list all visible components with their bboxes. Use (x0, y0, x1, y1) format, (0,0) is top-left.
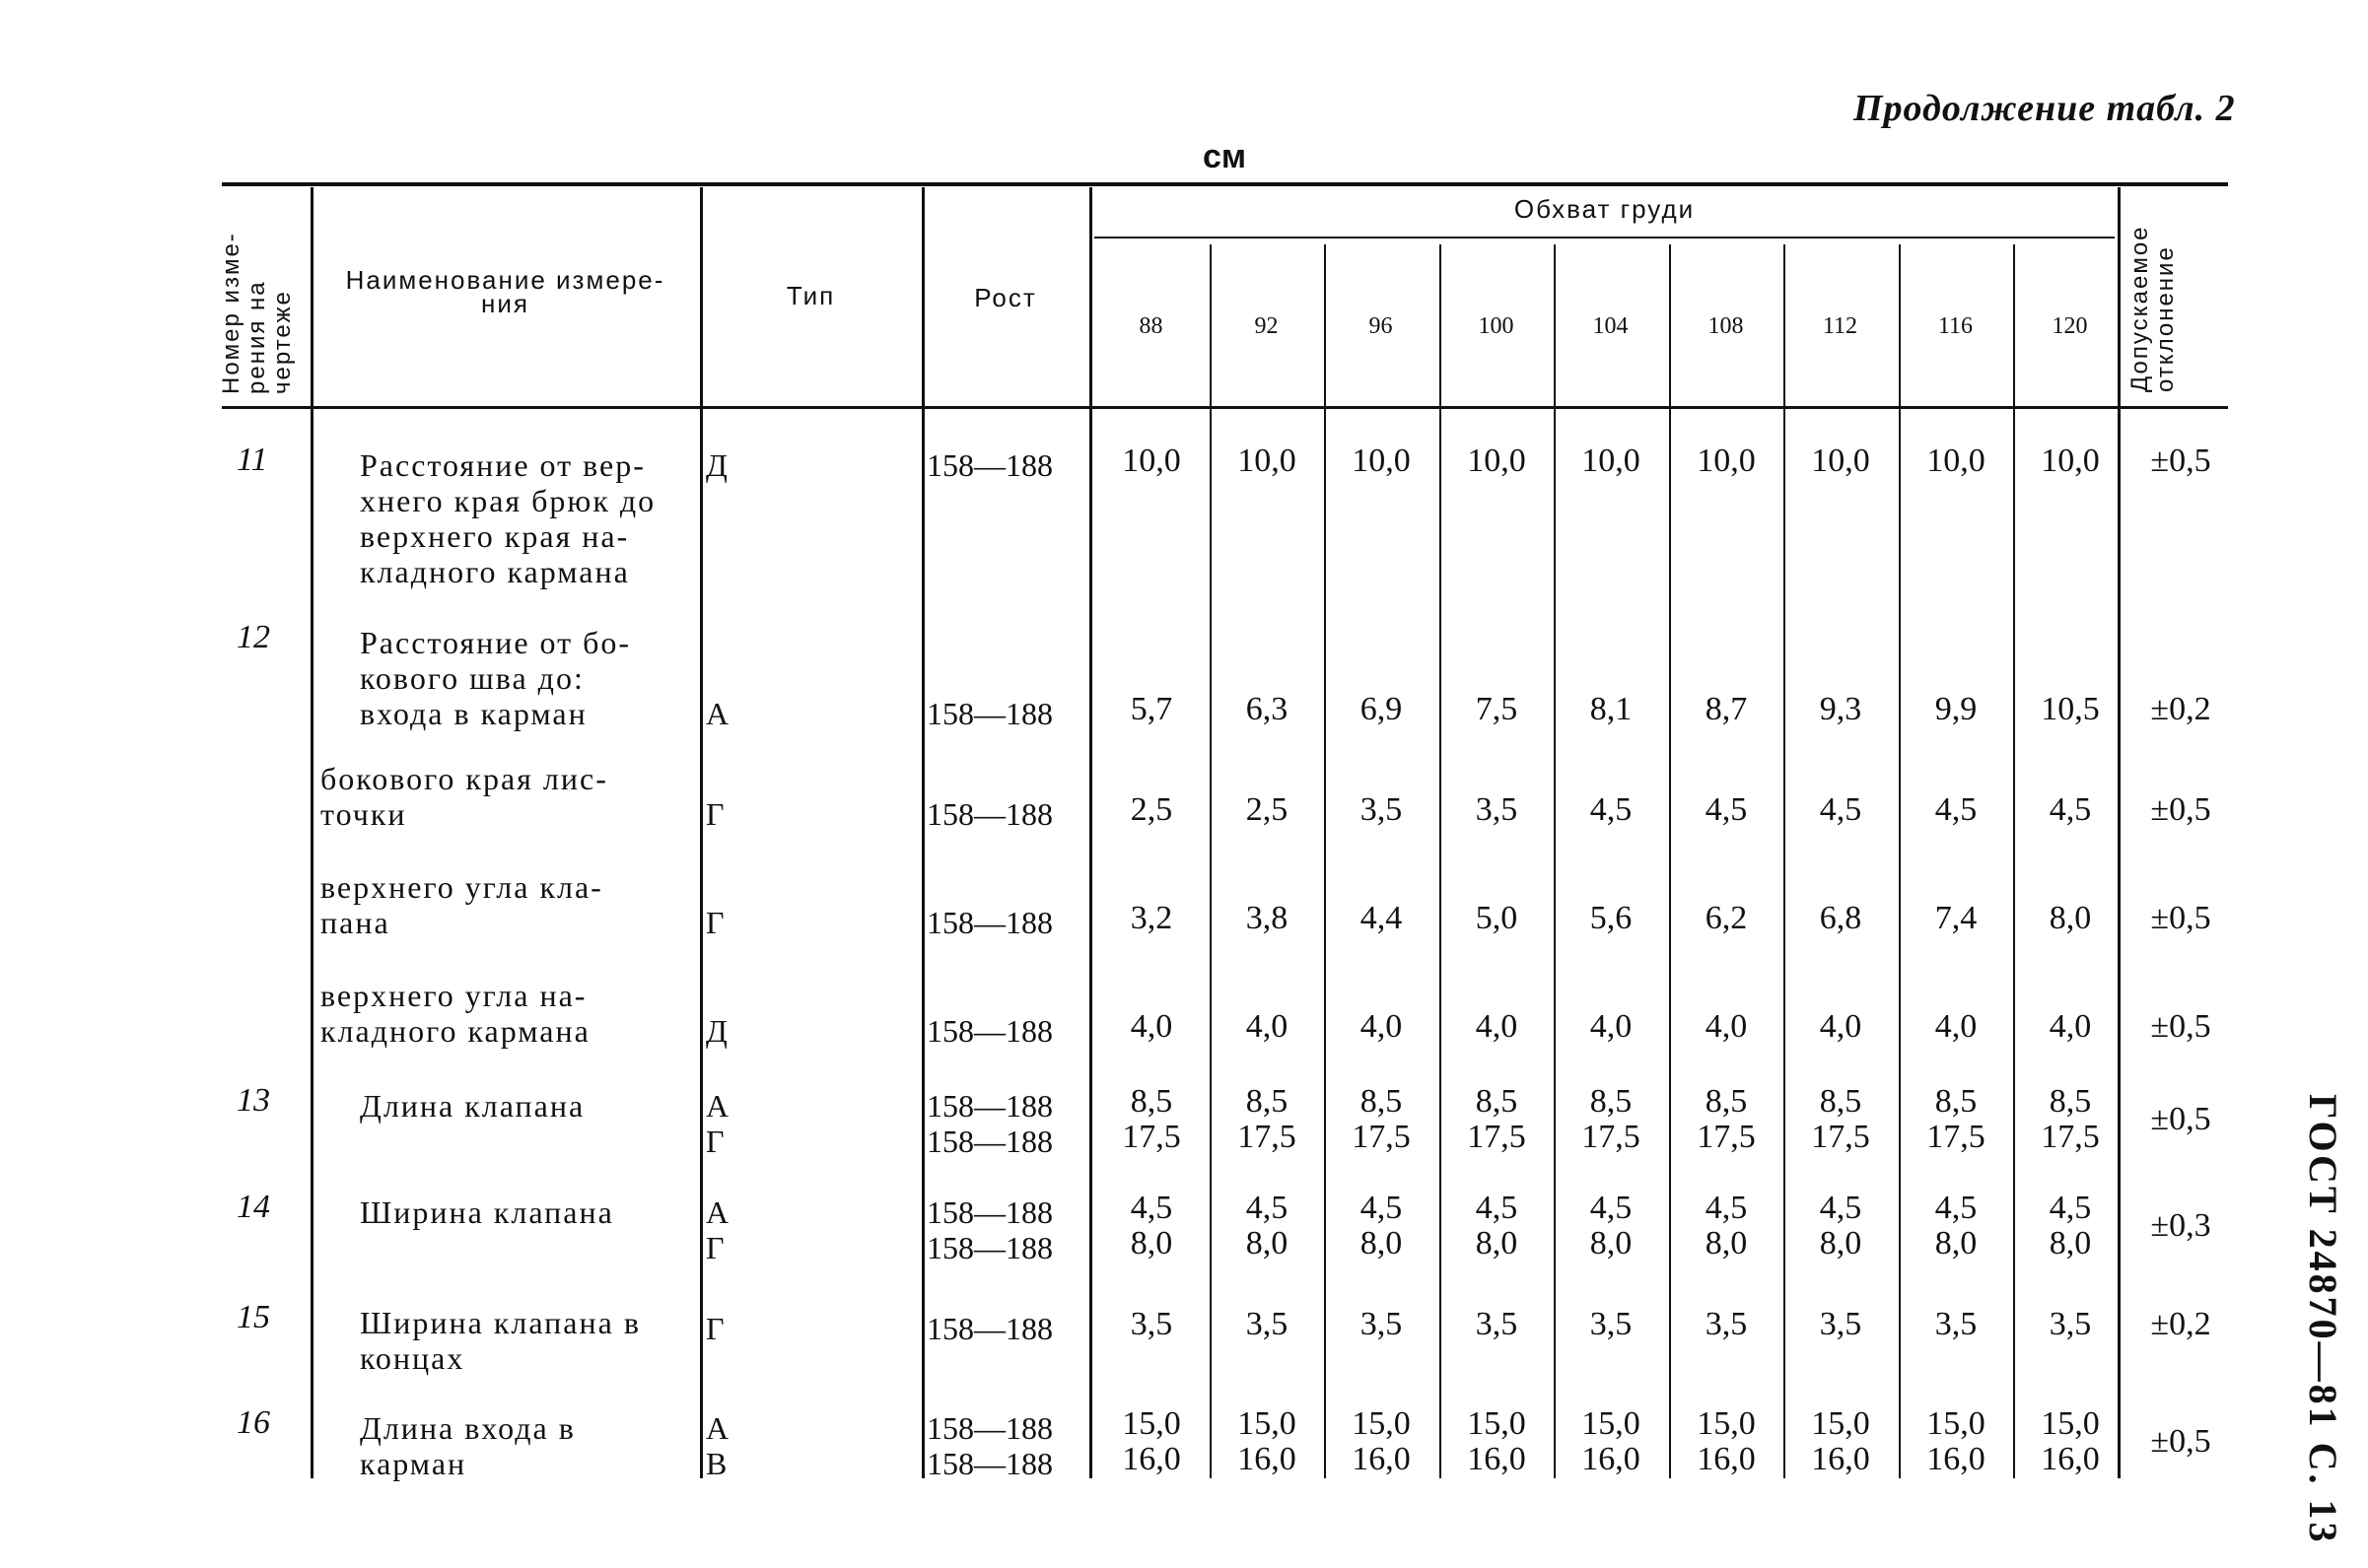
chest-body-divider (1783, 409, 1785, 1478)
chest-value: 3,2 (1130, 900, 1173, 936)
unit-label: см (1203, 138, 1247, 175)
chest-value: 10,0 (1467, 443, 1526, 479)
row-tolerance: ±0,5 (2150, 791, 2211, 828)
row-name: Длина клапана (360, 1088, 586, 1124)
row-name: Ширина клапана (360, 1194, 614, 1230)
row-tolerance: ±0,2 (2150, 691, 2211, 727)
chest-value: 4,5 (1705, 791, 1748, 828)
body-divider (311, 409, 313, 1478)
chest-value: 4,5 (1934, 791, 1978, 828)
chest-value: 4,5 8,0 (1245, 1190, 1288, 1261)
chest-value: 4,5 8,0 (1359, 1190, 1403, 1261)
row-name: Расстояние от вер- хнего края брюк до верхнего края на- кладного кармана (360, 447, 657, 589)
chest-value: 4,5 (2049, 791, 2092, 828)
chest-value: 15,0 16,0 (2041, 1405, 2100, 1477)
chest-value: 6,9 (1359, 691, 1403, 727)
chest-value: 15,0 16,0 (1122, 1405, 1181, 1477)
row-number: 12 (237, 619, 270, 655)
chest-value: 8,0 (2049, 900, 2092, 936)
chest-value: 4,0 (1475, 1008, 1518, 1045)
header-divider (1089, 187, 1092, 406)
header-number: Номер изме- рения на чертеже (218, 232, 296, 394)
row-tolerance: ±0,5 (2150, 443, 2211, 479)
row-number: 16 (237, 1404, 270, 1441)
chest-body-divider (1210, 409, 1212, 1478)
row-type: А Г (706, 1194, 730, 1265)
chest-value: 10,5 (2041, 691, 2100, 727)
chest-value: 6,2 (1705, 900, 1748, 936)
chest-value: 5,0 (1475, 900, 1518, 936)
row-height: 158—188 (927, 696, 1053, 731)
row-type: А (706, 696, 730, 731)
row-height: 158—188 158—188 (927, 1410, 1053, 1481)
chest-value: 2,5 (1130, 791, 1173, 828)
chest-value: 4,0 (1705, 1008, 1748, 1045)
chest-size-header: 88 (1139, 313, 1163, 339)
row-type: Г (706, 1311, 725, 1346)
chest-size-header: 100 (1478, 313, 1514, 339)
chest-value: 8,5 17,5 (2041, 1083, 2100, 1155)
row-type: Д (706, 1013, 728, 1049)
row-tolerance: ±0,5 (2150, 1101, 2211, 1137)
row-height: 158—188 (927, 905, 1053, 940)
row-height: 158—188 (927, 796, 1053, 832)
chest-value: 10,0 (2041, 443, 2100, 479)
chest-value: 8,5 17,5 (1697, 1083, 1756, 1155)
chest-body-divider (1554, 409, 1556, 1478)
header-divider (311, 187, 313, 406)
row-type: Г (706, 796, 725, 832)
row-height: 158—188 158—188 (927, 1088, 1053, 1159)
chest-value: 4,0 (1934, 1008, 1978, 1045)
row-type: А В (706, 1410, 730, 1481)
chest-value: 6,3 (1245, 691, 1288, 727)
header-name: Наименование измере- ния (345, 265, 665, 318)
chest-value: 15,0 16,0 (1581, 1405, 1640, 1477)
chest-value: 8,7 (1705, 691, 1748, 727)
row-tolerance: ±0,2 (2150, 1306, 2211, 1342)
header-divider (2118, 187, 2121, 406)
row-number: 15 (237, 1299, 270, 1335)
chest-value: 4,5 8,0 (1475, 1190, 1518, 1261)
chest-value: 7,4 (1934, 900, 1978, 936)
side-document-label: ГОСТ 24870—81 С. 13 (2301, 1094, 2345, 1545)
row-height: 158—188 (927, 1013, 1053, 1049)
chest-value: 3,5 (1130, 1306, 1173, 1342)
row-type: Г (706, 905, 725, 940)
chest-body-divider (1669, 409, 1671, 1478)
row-tolerance: ±0,5 (2150, 1008, 2211, 1045)
chest-value: 15,0 16,0 (1926, 1405, 1985, 1477)
row-type: Д (706, 447, 728, 483)
row-name: Длина входа в карман (360, 1410, 576, 1481)
chest-value: 8,5 17,5 (1122, 1083, 1181, 1155)
header-divider (922, 187, 925, 406)
chest-value: 3,5 (1359, 791, 1403, 828)
chest-value: 8,5 17,5 (1581, 1083, 1640, 1155)
chest-body-divider (2013, 409, 2015, 1478)
chest-value: 8,5 17,5 (1352, 1083, 1411, 1155)
chest-value: 9,3 (1819, 691, 1862, 727)
chest-size-header: 96 (1368, 313, 1393, 339)
chest-size-header: 108 (1707, 313, 1744, 339)
row-number: 11 (237, 442, 268, 478)
chest-value: 4,0 (1245, 1008, 1288, 1045)
chest-value: 10,0 (1581, 443, 1640, 479)
chest-value: 3,5 (1934, 1306, 1978, 1342)
chest-value: 8,1 (1589, 691, 1633, 727)
chest-size-header: 116 (1937, 313, 1974, 339)
row-height: 158—188 (927, 1311, 1053, 1346)
chest-value: 3,5 (1589, 1306, 1633, 1342)
chest-value: 15,0 16,0 (1697, 1405, 1756, 1477)
chest-value: 4,5 (1589, 791, 1633, 828)
chest-value: 4,0 (1589, 1008, 1633, 1045)
chest-value: 4,4 (1359, 900, 1403, 936)
chest-value: 15,0 16,0 (1811, 1405, 1870, 1477)
chest-size-header: 112 (1822, 313, 1858, 339)
chest-value: 8,5 17,5 (1926, 1083, 1985, 1155)
chest-value: 3,8 (1245, 900, 1288, 936)
chest-value: 10,0 (1697, 443, 1756, 479)
table-top-rule (222, 182, 2228, 186)
chest-value: 9,9 (1934, 691, 1978, 727)
chest-value: 10,0 (1926, 443, 1985, 479)
chest-value: 4,5 8,0 (1819, 1190, 1862, 1261)
chest-body-divider (1324, 409, 1326, 1478)
body-divider (922, 409, 925, 1478)
chest-value: 10,0 (1237, 443, 1296, 479)
chest-value: 4,0 (1130, 1008, 1173, 1045)
header-divider (700, 187, 703, 406)
chest-size-header: 120 (2052, 313, 2088, 339)
chest-value: 8,5 17,5 (1467, 1083, 1526, 1155)
row-number: 14 (237, 1189, 270, 1225)
row-tolerance: ±0,5 (2150, 900, 2211, 936)
row-name: Расстояние от бо- кового шва до: входа в карман (360, 625, 632, 731)
chest-value: 4,5 8,0 (1130, 1190, 1173, 1261)
chest-value: 15,0 16,0 (1237, 1405, 1296, 1477)
chest-value: 6,8 (1819, 900, 1862, 936)
chest-value: 4,5 (1819, 791, 1862, 828)
row-type: А Г (706, 1088, 730, 1159)
chest-value: 15,0 16,0 (1352, 1405, 1411, 1477)
chest-body-divider (1439, 409, 1441, 1478)
chest-value: 3,5 (1475, 1306, 1518, 1342)
chest-size-header: 92 (1254, 313, 1279, 339)
header-type: Тип (786, 281, 836, 310)
header-chest: Обхват груди (1513, 194, 1696, 224)
chest-value: 5,6 (1589, 900, 1633, 936)
chest-value: 5,7 (1130, 691, 1173, 727)
chest-value: 3,5 (1359, 1306, 1403, 1342)
chest-value: 4,5 8,0 (1705, 1190, 1748, 1261)
chest-value: 10,0 (1122, 443, 1181, 479)
row-name: верхнего угла кла- пана (320, 869, 603, 940)
chest-size-header: 104 (1592, 313, 1629, 339)
row-tolerance: ±0,5 (2150, 1423, 2211, 1460)
chest-value: 8,5 17,5 (1237, 1083, 1296, 1155)
row-name: бокового края лис- точки (320, 761, 608, 832)
row-name: Ширина клапана в концах (360, 1305, 641, 1376)
row-tolerance: ±0,3 (2150, 1207, 2211, 1244)
chest-value: 4,0 (1359, 1008, 1403, 1045)
chest-value: 3,5 (1475, 791, 1518, 828)
chest-value: 3,5 (2049, 1306, 2092, 1342)
row-name: верхнего угла на- кладного кармана (320, 978, 591, 1049)
chest-value: 15,0 16,0 (1467, 1405, 1526, 1477)
chest-value: 3,5 (1705, 1306, 1748, 1342)
continuation-title: Продолжение табл. 2 (1853, 88, 2236, 129)
chest-value: 3,5 (1245, 1306, 1288, 1342)
chest-value: 8,5 17,5 (1811, 1083, 1870, 1155)
chest-value: 3,5 (1819, 1306, 1862, 1342)
header-bottom-rule (222, 406, 2228, 409)
chest-value: 10,0 (1352, 443, 1411, 479)
chest-header-rule (1094, 237, 2115, 239)
row-height: 158—188 (927, 447, 1053, 483)
row-number: 13 (237, 1082, 270, 1119)
chest-value: 4,5 8,0 (2049, 1190, 2092, 1261)
row-height: 158—188 158—188 (927, 1194, 1053, 1265)
header-tolerance: Допускаемое отклонение (2126, 225, 2179, 392)
chest-value: 4,5 8,0 (1934, 1190, 1978, 1261)
chest-value: 2,5 (1245, 791, 1288, 828)
chest-value: 7,5 (1475, 691, 1518, 727)
chest-value: 10,0 (1811, 443, 1870, 479)
chest-value: 4,0 (1819, 1008, 1862, 1045)
chest-value: 4,5 8,0 (1589, 1190, 1633, 1261)
chest-body-divider (1899, 409, 1901, 1478)
body-divider (1089, 409, 1092, 1478)
header-height: Рост (974, 283, 1037, 312)
chest-value: 4,0 (2049, 1008, 2092, 1045)
